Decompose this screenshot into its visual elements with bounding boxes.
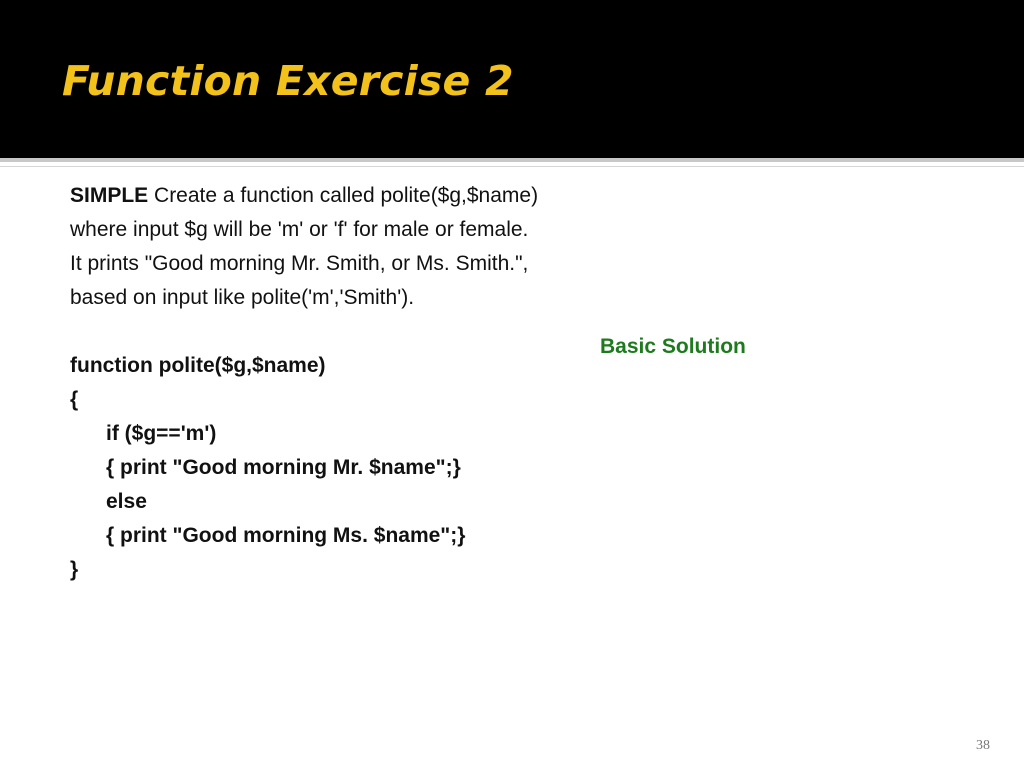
basic-solution-link[interactable]: Basic Solution <box>600 335 746 358</box>
problem-line-1 <box>70 179 690 213</box>
code-line: { print "Good morning Mr. $name";} <box>106 456 461 479</box>
problem-line-4: based on input like polite('m','Smith'). <box>70 286 415 309</box>
code-line: function polite($g,$name) <box>70 354 326 377</box>
slide-body <box>70 179 690 587</box>
problem-line-2: where input $g will be 'm' or 'f' for male or female. <box>70 218 529 241</box>
problem-text-1: Create a function called polite($g,$name) <box>148 184 539 207</box>
code-line: { <box>70 388 79 411</box>
code-line: } <box>70 558 79 581</box>
code-line: { print "Good morning Ms. $name";} <box>106 524 466 547</box>
slide-title: Function Exercise 2 <box>62 57 514 105</box>
difficulty-label: SIMPLE <box>70 184 149 207</box>
blank-line <box>70 315 690 349</box>
title-divider-thin <box>0 166 1024 167</box>
title-divider <box>0 158 1024 162</box>
code-line: if ($g=='m') <box>106 422 217 445</box>
code-line: else <box>106 490 147 513</box>
page-number: 38 <box>976 738 990 753</box>
problem-line-3: It prints "Good morning Mr. Smith, or Ms. Smith.", <box>70 252 529 275</box>
title-bar <box>0 0 1024 158</box>
